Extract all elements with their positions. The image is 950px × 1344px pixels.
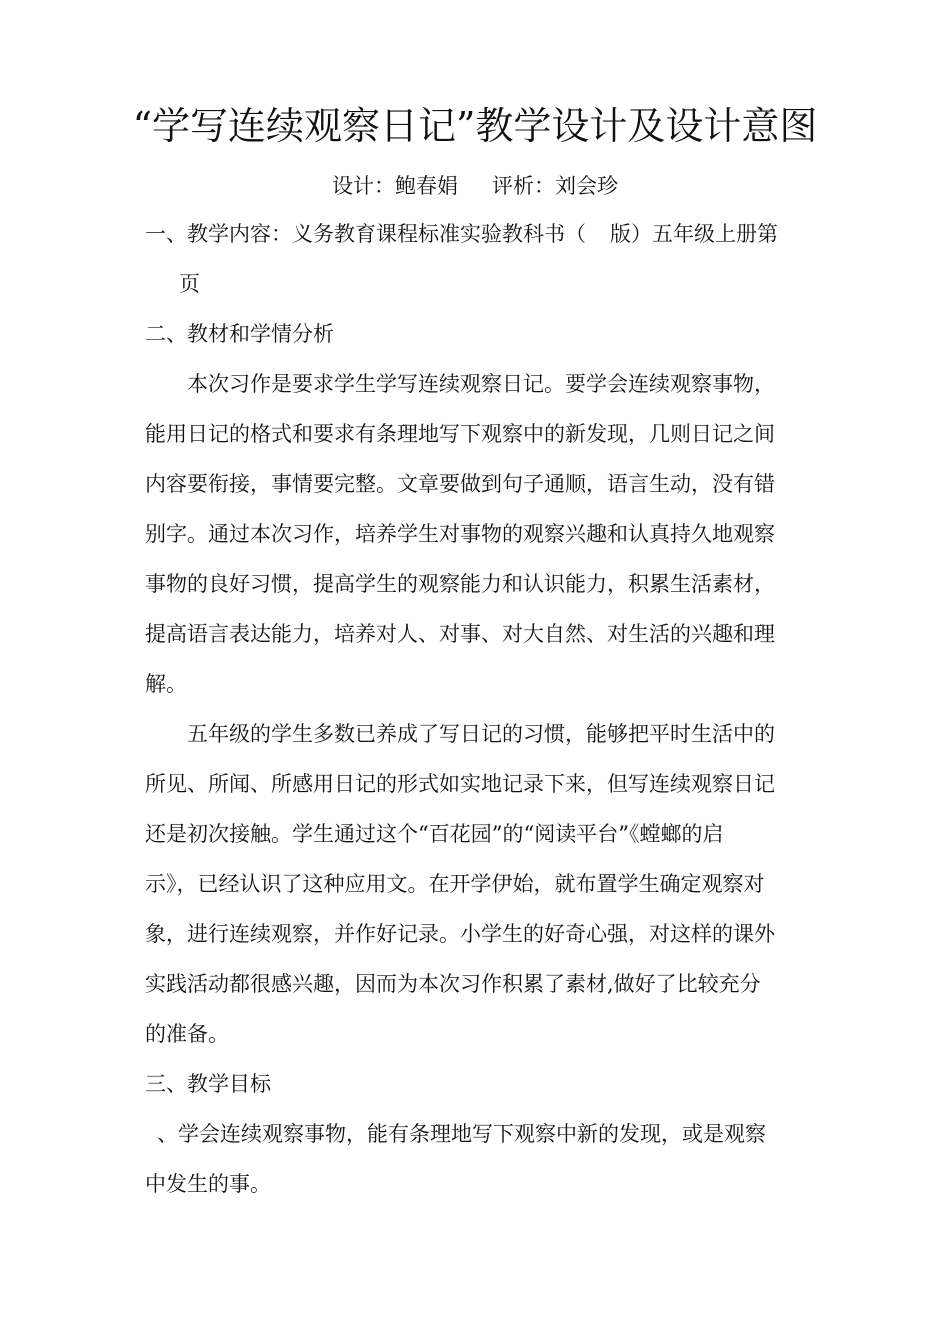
paragraph-line: 所见、所闻、所感用日记的形式如实地记录下来，但写连续观察日记 [145, 772, 775, 796]
byline [0, 168, 950, 204]
paragraph-line: 象，进行连续观察，并作好记录。小学生的好奇心强，对这样的课外 [145, 922, 775, 946]
section1-line [145, 209, 805, 259]
paragraph-line: 解。 [145, 672, 187, 696]
document-body [145, 209, 805, 1209]
reviewer-credit: 评析：刘会珍 [492, 174, 618, 198]
paragraph-line: 示》，已经认识了这种应用文。在开学伊始，就布置学生确定观察对 [145, 872, 765, 896]
paragraph-line: 别字。通过本次习作，培养学生对事物的观察兴趣和认真持久地观察 [145, 522, 775, 546]
section1-text-b: 版）五年级上册第 [610, 222, 778, 246]
document-title: “学写连续观察日记”教学设计及设计意图 [132, 104, 818, 148]
designer-credit: 设计：鲍春娟 [332, 174, 458, 198]
section2-heading: 二、教材和学情分析 [145, 322, 334, 346]
paragraph-line: 的准备。 [145, 1022, 229, 1046]
section1-text-a: 一、教学内容：义务教育课程标准实验教科书（ [145, 222, 586, 246]
paragraph-line: 五年级的学生多数已养成了写日记的习惯，能够把平时生活中的 [187, 722, 775, 746]
goal-line: 、学会连续观察事物，能有条理地写下观察中新的发现，或是观察 [157, 1122, 766, 1146]
paragraph-line: 能用日记的格式和要求有条理地写下观察中的新发现，几则日记之间 [145, 422, 775, 446]
section3-heading: 三、教学目标 [145, 1072, 271, 1096]
paragraph-line: 实践活动都很感兴趣，因而为本次习作积累了素材,做好了比较充分 [145, 972, 761, 996]
paragraph-line: 内容要衔接，事情要完整。文章要做到句子通顺，语言生动，没有错 [145, 472, 775, 496]
paragraph-line: 本次习作是要求学生学写连续观察日记。要学会连续观察事物， [187, 372, 775, 396]
section1-line: 页 [179, 272, 200, 296]
goal-line: 中发生的事。 [145, 1172, 271, 1196]
paragraph-line: 事物的良好习惯，提高学生的观察能力和认识能力，积累生活素材， [145, 572, 775, 596]
paragraph-line: 提高语言表达能力，培养对人、对事、对大自然、对生活的兴趣和理 [145, 622, 775, 646]
paragraph-line: 还是初次接触。学生通过这个“百花园”的“阅读平台”《螳螂的启 [145, 822, 724, 846]
